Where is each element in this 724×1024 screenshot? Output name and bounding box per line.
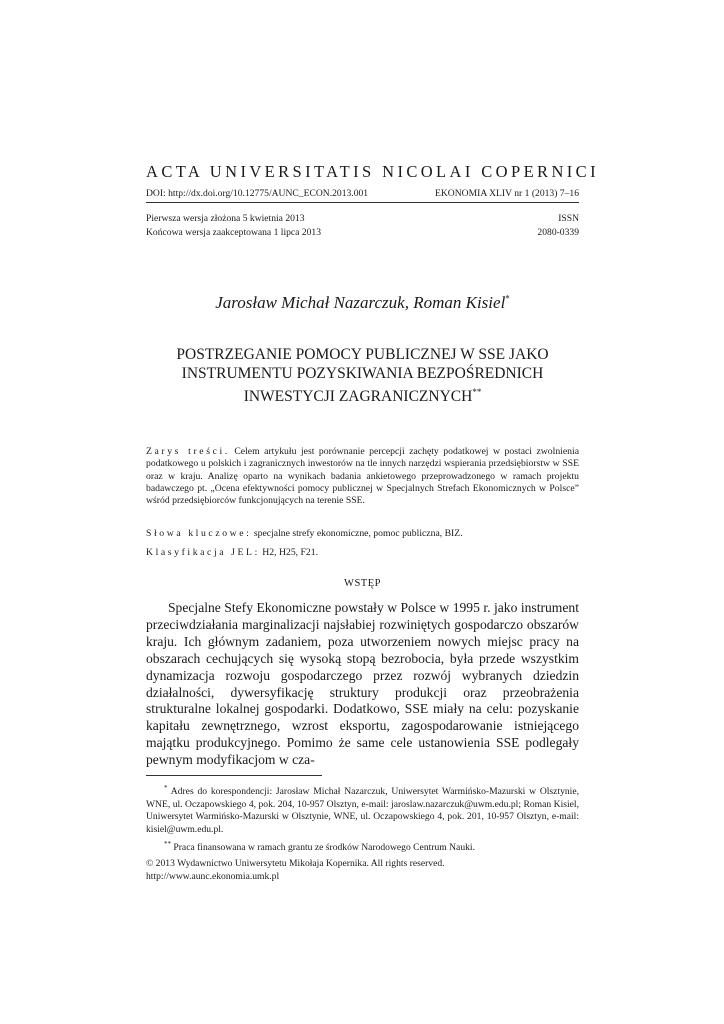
submission-row-1 — [146, 213, 579, 224]
final-version-date: Końcowa wersja zaakceptowana 1 lipca 2013 — [146, 227, 322, 238]
footnote-1-text: Adres do korespondencji: Jarosław Michał Nazarczuk, Uniwersytet Warmińsko-Mazurski w Olsztynie, WNE, ul. Oczapowskiego 4, pok. 204, 10-957 Olsztyn, e-mail: jaroslaw.nazarczuk@uwm.edu.pl; Roman Kisiel, Uniwersytet Warmińsko-Mazurski w Olsztynie, WNE, ul. Oczapowskiego 4, pok. 201, 10-957 Olsztyn, e-mail: kisiel@uwm.edu.pl. — [146, 786, 579, 835]
author-footnote-mark[interactable]: * — [505, 293, 510, 304]
article-title — [146, 346, 579, 407]
title-line-2: INSTRUMENTU POZYSKIWANIA BEZPOŚREDNICH — [181, 364, 544, 382]
issue-info: EKONOMIA XLIV nr 1 (2013) 7–16 — [435, 188, 579, 199]
footnote-2-mark: ** — [164, 839, 171, 848]
issn-value: 2080-0339 — [537, 227, 579, 238]
doi-row — [146, 188, 579, 203]
title-line-3: INWESTYCJI ZAGRANICZNYCH** — [243, 387, 482, 406]
abstract-text: Celem artykułu jest porównanie percepcji zachęty podatkowej w postaci zwolnienia podatkowego u polskich i zagranicznych inwestorów na tle innych narzędzi wspierania przedsiębiorstw w SSE oraz w kraju. Analizę oparto na wynikach badania ankietowego przeprowadzonego w ramach projektu badawczego pt. „Ocena efektywności pomocy publicznej w Specjalnych Strefach Ekonomicznych w Polsce” wśród przedsiębiorców funkcjonujących na terenie SSE. — [146, 446, 580, 507]
footnote-2 — [146, 838, 579, 855]
submission-row-2 — [146, 227, 579, 238]
jel-label: Klasyfikacja JEL: — [146, 547, 260, 558]
title-footnote-mark[interactable]: ** — [472, 387, 482, 397]
copyright-line: © 2013 Wydawnictwo Uniwersytetu Mikołaja Kopernika. All rights reserved. — [146, 858, 445, 869]
doi-link[interactable]: DOI: http://dx.doi.org/10.12775/AUNC_ECON.2013.001 — [146, 188, 369, 199]
jel-codes: H2, H25, F21. — [262, 547, 319, 558]
issn-label: ISSN — [558, 213, 579, 224]
footnote-1-mark: * — [164, 784, 168, 792]
footnotes — [146, 782, 579, 854]
copyright — [146, 858, 579, 883]
abstract-label: Zarys treści. — [146, 446, 230, 457]
journal-url[interactable]: http://www.aunc.ekonomia.umk.pl — [146, 870, 280, 882]
footnote-divider — [146, 775, 322, 776]
author-names: Jarosław Michał Nazarczuk, Roman Kisiel — [215, 293, 506, 312]
section-heading: WSTĘP — [344, 578, 381, 589]
first-version-date: Pierwsza wersja złożona 5 kwietnia 2013 — [146, 213, 305, 224]
jel-classification — [146, 547, 579, 558]
footnote-2-text: Praca finansowana w ramach grantu ze środków Narodowego Centrum Nauki. — [173, 841, 475, 853]
keywords-label: Słowa kluczowe: — [146, 528, 252, 539]
keywords — [146, 528, 579, 539]
intro-paragraph: Specjalne Stefy Ekonomiczne powstały w Polsce w 1995 r. jako instrument przeciwdziałania marginalizacji najsłabiej rozwiniętych gospodarczo obszarów kraju. Ich głównym zadaniem, poza utworzeniem nowych miejsc pracy na obszarach cechujących się wysoką stopą bezrobocia, była przede wszystkim dynamizacja rozwoju gospodarczego przez rozwój wybranych dziedzin działalności, dywersyfikację struktury produkcji oraz przeobrażenia strukturalne lokalnej gospodarki. Dodatkowo, SSE miały na celu: pozyskanie kapitału zewnętrznego, wzrost eksportu, zagospodarowanie istniejącego majątku produkcyjnego. Pomimo że same cele ustanowienia SSE podlegały pewnym modyfikacjom w cza- — [146, 600, 579, 768]
footnote-1 — [146, 782, 579, 837]
title-line-1: POSTRZEGANIE POMOCY PUBLICZNEJ W SSE JAKO — [176, 346, 549, 363]
journal-title: ACTA UNIVERSITATIS NICOLAI COPERNICI — [146, 162, 599, 181]
keywords-text: specjalne strefy ekonomiczne, pomoc publiczna, BIZ. — [253, 528, 463, 539]
abstract — [146, 446, 579, 507]
authors — [146, 293, 579, 313]
